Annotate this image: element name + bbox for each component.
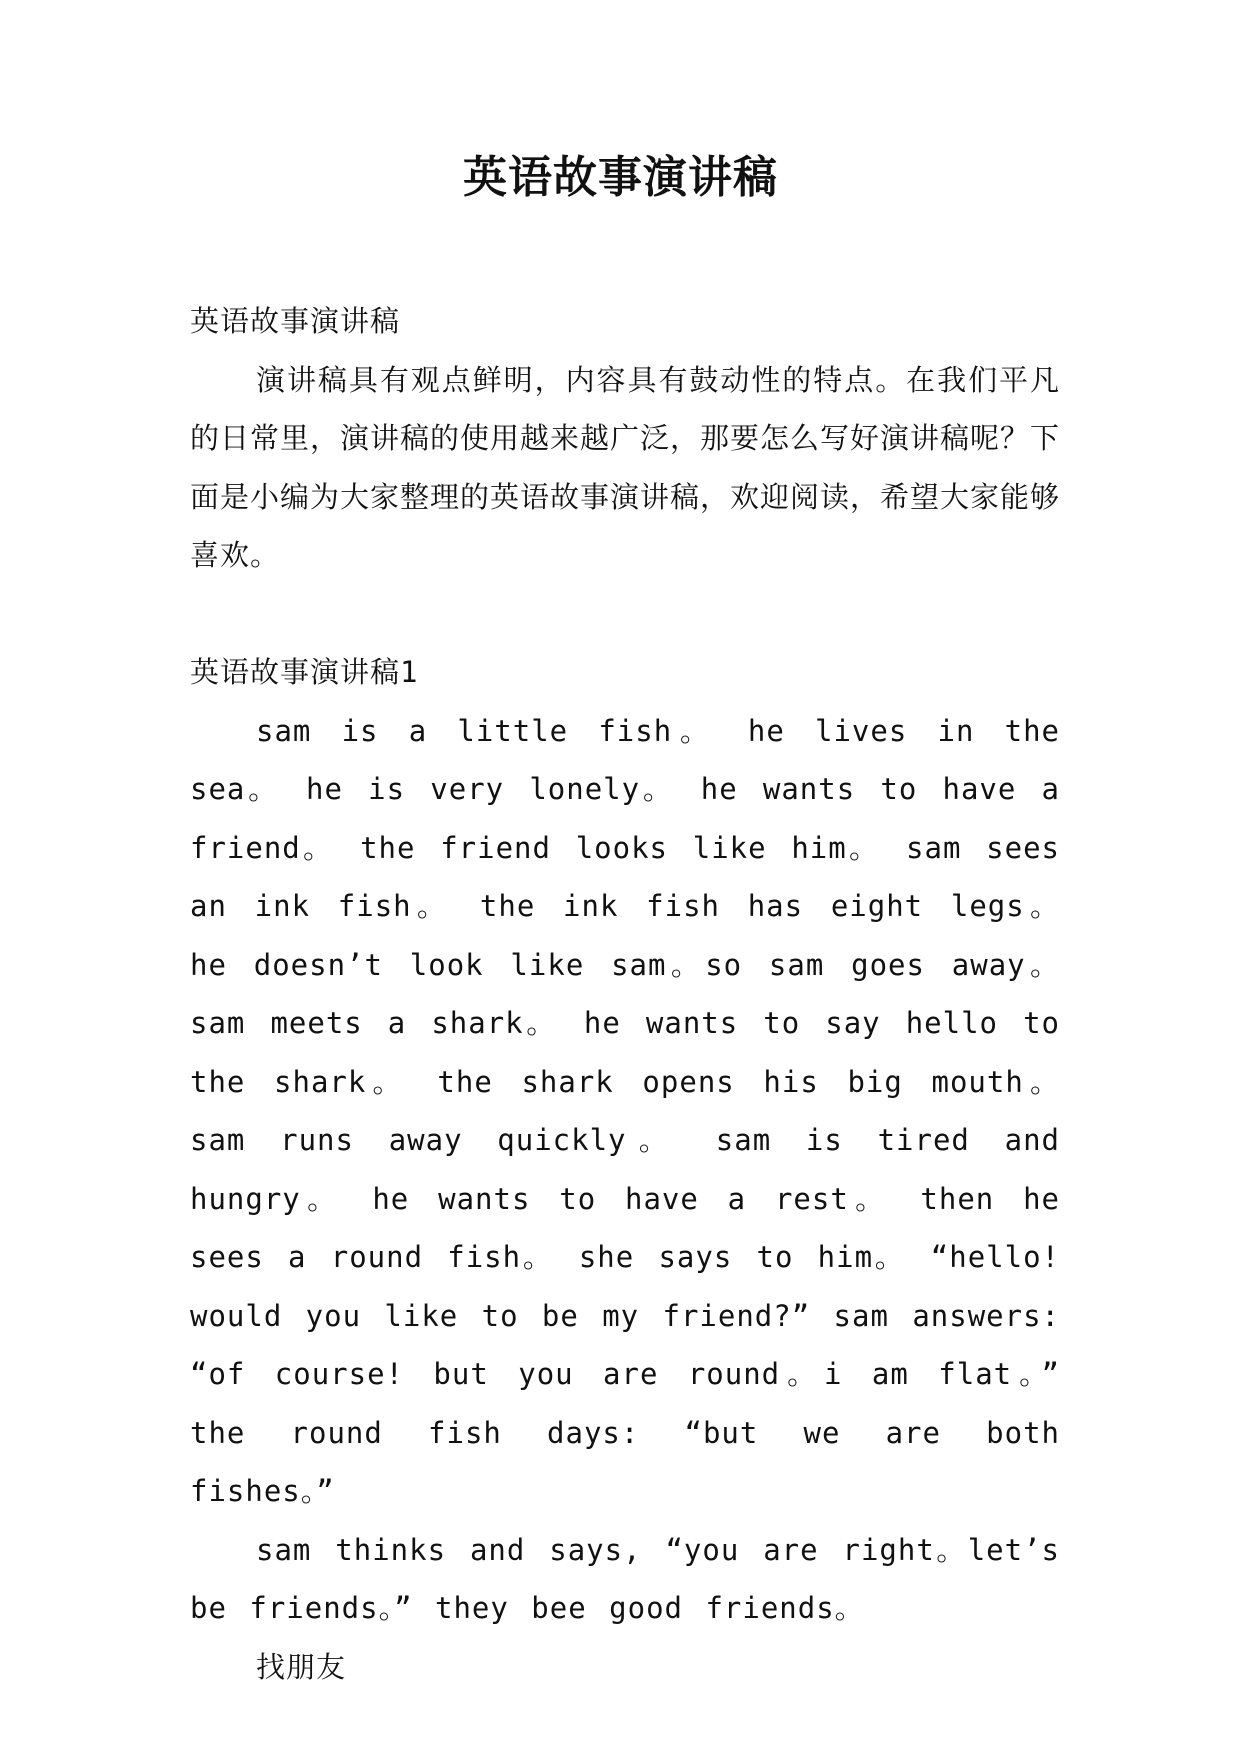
document-body [190,292,1060,1696]
story-paragraph-closing: sam thinks and says, “you are right。let’s be friends。” they bee good friends。 [190,1532,1060,1625]
document-title: 英语故事演讲稿 [463,152,778,203]
paragraph-spacer [190,585,1060,644]
story-paragraph: sam is a little fish。 he lives in the sea。 he is very lonely。 he wants to have a friend。 the friend looks like him。 sam sees an ink fish。 the ink fish has eight legs。 he doesn’t look like sam。so sam goes away。 sam meets a shark。 he wants to say hello to the shark。 the shark opens his big mouth。 sam runs away quickly。 sam is tired and hungry。 he wants to have a rest。 then he sees a round fish。 she says to him。 “hello! would you like to be my friend?” sam answers: “of course! but you are round。i am flat。” the round fish days: “but we are both fishes。” [190,713,1060,1508]
story-heading: 英语故事演讲稿1 [190,655,419,689]
section-heading: 英语故事演讲稿 [190,304,401,338]
story-chinese-title: 找朋友 [256,1649,347,1684]
intro-paragraph: 演讲稿具有观点鲜明，内容具有鼓动性的特点。在我们平凡的日常里，演讲稿的使用越来越广泛，那要怎么写好演讲稿呢？下面是小编为大家整理的英语故事演讲稿，欢迎阅读，希望大家能够喜欢。 [190,362,1061,572]
